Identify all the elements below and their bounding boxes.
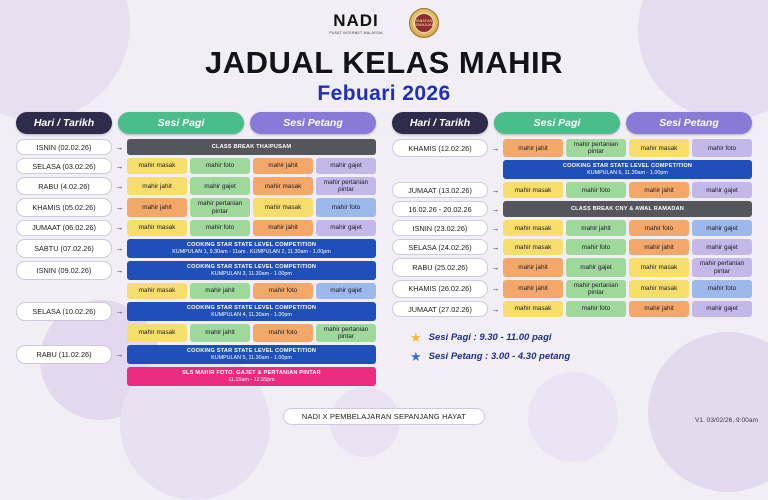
row-date: ISNIN (02.02.26) <box>16 139 112 155</box>
arrow-icon: → <box>115 223 124 233</box>
class-cell: mahir jahit <box>566 220 626 236</box>
event-band-detail: KUMPULAN 1, 9.30am - 11am . KUMPULAN 2, 11.30am - 1.00pm <box>172 248 331 255</box>
class-cell: mahir gajet <box>692 239 752 255</box>
class-cell: mahir foto <box>629 220 689 236</box>
class-cell: mahir foto <box>692 280 752 298</box>
row-date: SELASA (03.02.26) <box>16 158 112 174</box>
table-row <box>16 220 376 236</box>
arrow-icon: → <box>491 143 500 153</box>
arrow-icon: → <box>491 204 500 214</box>
class-cell: mahir masak <box>127 324 187 342</box>
table-row <box>16 198 376 216</box>
schedule-rows-left <box>16 139 376 386</box>
table-row <box>16 158 376 174</box>
row-sessions <box>127 220 376 236</box>
class-cell: mahir gajet <box>692 301 752 317</box>
star-icon: ★ <box>410 349 422 365</box>
event-band-title: COOKING STAR STATE LEVEL COMPETITION <box>186 241 317 248</box>
class-cell: mahir foto <box>190 158 250 174</box>
class-cell: mahir masak <box>127 220 187 236</box>
row-sessions <box>503 201 752 217</box>
class-cell: mahir masak <box>629 139 689 157</box>
table-row <box>392 258 752 276</box>
event-band-title: CLASS BREAK THAIPUSAM <box>211 144 292 150</box>
row-date: SABTU (07.02.26) <box>16 239 112 258</box>
class-cell: mahir jahit <box>503 280 563 298</box>
row-sessions <box>503 139 752 157</box>
event-band <box>503 201 752 217</box>
class-cell: mahir pertanian pintar <box>316 324 376 342</box>
event-band <box>503 160 752 179</box>
class-cell: mahir jahit <box>190 324 250 342</box>
class-cell: mahir gajet <box>692 182 752 198</box>
schedule-rows-right <box>392 139 752 317</box>
table-row <box>16 261 376 280</box>
table-header-row <box>16 112 376 134</box>
row-date: KHAMIS (05.02.26) <box>16 198 112 216</box>
page-title: JADUAL KELAS MAHIR <box>204 45 564 80</box>
row-sessions <box>127 177 376 195</box>
row-sessions <box>127 367 376 386</box>
row-date: RABU (4.02.26) <box>16 177 112 195</box>
row-date: SELASA (24.02.26) <box>392 239 488 255</box>
class-cell: mahir gajet <box>566 258 626 276</box>
class-cell: mahir jahit <box>253 158 313 174</box>
row-sessions <box>503 220 752 236</box>
class-cell: mahir pertanian pintar <box>566 139 626 157</box>
column-header-morning: Sesi Pagi <box>494 112 620 134</box>
nadi-logo <box>329 12 382 35</box>
class-cell: mahir jahit <box>503 139 563 157</box>
class-cell: mahir jahit <box>629 239 689 255</box>
arrow-icon: → <box>491 263 500 273</box>
schedule-column-right <box>392 112 752 389</box>
event-band-title: COOKING STAR STATE LEVEL COMPETITION <box>186 348 317 355</box>
row-sessions <box>503 160 752 179</box>
class-cell: mahir masak <box>127 283 187 299</box>
row-date <box>16 324 112 342</box>
row-date: RABU (11.02.26) <box>16 345 112 364</box>
arrow-icon: → <box>491 185 500 195</box>
row-sessions <box>503 280 752 298</box>
event-band <box>127 345 376 364</box>
arrow-icon: → <box>491 284 500 294</box>
event-band <box>127 239 376 258</box>
class-cell: mahir jahit <box>503 258 563 276</box>
table-row <box>16 283 376 299</box>
class-cell: mahir foto <box>316 198 376 216</box>
arrow-icon: → <box>115 161 124 171</box>
class-cell: mahir foto <box>692 139 752 157</box>
row-sessions <box>127 283 376 299</box>
row-date <box>392 160 488 179</box>
logo-row <box>0 6 768 40</box>
class-cell: mahir foto <box>566 301 626 317</box>
row-sessions <box>127 345 376 364</box>
row-sessions <box>503 258 752 276</box>
row-sessions <box>127 139 376 155</box>
arrow-icon: → <box>115 203 124 213</box>
class-cell: mahir jahit <box>253 220 313 236</box>
table-row <box>16 367 376 386</box>
arrow-icon: → <box>115 181 124 191</box>
row-date: JUMAAT (06.02.26) <box>16 220 112 236</box>
row-sessions <box>127 198 376 216</box>
event-band <box>127 139 376 155</box>
arrow-icon: → <box>115 142 124 152</box>
schedule-column-left <box>16 112 376 389</box>
class-cell: mahir jahit <box>127 198 187 216</box>
table-row <box>392 160 752 179</box>
row-date: ISNIN (23.02.26) <box>392 220 488 236</box>
class-cell: mahir masak <box>503 182 563 198</box>
event-band-title: SLS MAHIR FOTO, GAJET & PERTANIAN PINTAR <box>182 370 321 377</box>
version-stamp: V1. 03/02/26, 9:00am <box>694 417 758 424</box>
row-date: JUMAAT (27.02.26) <box>392 301 488 317</box>
class-cell: mahir foto <box>566 239 626 255</box>
row-date <box>16 367 112 386</box>
table-row <box>16 345 376 364</box>
event-band-detail: KUMPULAN 4, 11.30am - 1.00pm <box>211 311 292 318</box>
row-date: RABU (25.02.26) <box>392 258 488 276</box>
arrow-icon: → <box>491 242 500 252</box>
legend-item <box>410 350 752 363</box>
event-band-detail: KUMPULAN 5, 11.30am - 1.00pm <box>211 355 292 362</box>
table-header-row <box>392 112 752 134</box>
table-row <box>16 324 376 342</box>
table-row <box>16 177 376 195</box>
arrow-icon: → <box>115 243 124 253</box>
event-band <box>127 302 376 321</box>
legend-label: Sesi Petang : 3.00 - 4.30 petang <box>428 351 571 363</box>
row-sessions <box>127 324 376 342</box>
arrow-icon: → <box>115 350 124 360</box>
class-cell: mahir gajet <box>190 177 250 195</box>
event-band <box>127 367 376 386</box>
class-cell: mahir gajet <box>316 158 376 174</box>
page-subtitle: Febuari 2026 <box>317 82 451 105</box>
arrow-icon: → <box>491 223 500 233</box>
row-date: ISNIN (09.02.26) <box>16 261 112 280</box>
class-cell: mahir foto <box>566 182 626 198</box>
class-cell: mahir masak <box>253 177 313 195</box>
event-band-detail: KUMPULAN 6, 11.30am - 1.00pm <box>587 170 668 177</box>
class-cell: mahir gajet <box>316 220 376 236</box>
schedule-columns <box>0 106 768 389</box>
class-cell: mahir masak <box>127 158 187 174</box>
row-date: KHAMIS (12.02.26) <box>392 139 488 157</box>
column-header-evening: Sesi Petang <box>626 112 752 134</box>
table-row <box>392 301 752 317</box>
row-sessions <box>503 182 752 198</box>
row-date: 16.02.26 - 20.02.26 <box>392 201 488 217</box>
nadi-tagline: PUSAT INTERNET MALAYSIA <box>329 30 383 35</box>
footer <box>0 406 768 425</box>
event-band-detail: KUMPULAN 3, 11.30am - 1.00pm <box>211 270 292 277</box>
star-icon: ★ <box>410 330 422 346</box>
column-header-morning: Sesi Pagi <box>118 112 244 134</box>
event-band-title: CLASS BREAK CNY & AWAL RAMADAN <box>570 206 685 213</box>
class-cell: mahir gajet <box>316 283 376 299</box>
table-row <box>16 139 376 155</box>
event-band-title: COOKING STAR STATE LEVEL COMPETITION <box>186 304 317 311</box>
arrow-icon: → <box>491 304 500 314</box>
event-band-detail: 11.15am - 12.55pm <box>228 377 275 384</box>
row-sessions <box>127 158 376 174</box>
class-cell: mahir pertanian pintar <box>566 280 626 298</box>
column-header-date: Hari / Tarikh <box>16 112 112 134</box>
column-header-evening: Sesi Petang <box>250 112 376 134</box>
class-cell: mahir masak <box>253 198 313 216</box>
event-band-title: COOKING STAR STATE LEVEL COMPETITION <box>186 263 317 270</box>
footer-tagline: NADI X PEMBELAJARAN SEPANJANG HAYAT <box>283 408 485 425</box>
class-cell: mahir pertanian pintar <box>316 177 376 195</box>
table-row <box>392 139 752 157</box>
table-row <box>392 201 752 217</box>
legend-item <box>410 331 752 344</box>
nadi-wordmark: NADI <box>333 10 379 30</box>
row-sessions <box>503 301 752 317</box>
class-cell: mahir masak <box>629 258 689 276</box>
table-row <box>392 239 752 255</box>
class-cell: mahir masak <box>503 220 563 236</box>
row-date: KHAMIS (26.02.26) <box>392 280 488 298</box>
row-sessions <box>127 239 376 258</box>
event-band <box>127 261 376 280</box>
class-cell: mahir jahit <box>127 177 187 195</box>
legend-label: Sesi Pagi : 9.30 - 11.00 pagi <box>428 332 552 344</box>
event-band-title: COOKING STAR STATE LEVEL COMPETITION <box>562 163 693 170</box>
class-cell: mahir pertanian pintar <box>692 258 752 276</box>
class-cell: mahir pertanian pintar <box>190 198 250 216</box>
table-row <box>16 302 376 321</box>
class-cell: mahir gajet <box>692 220 752 236</box>
row-date: SELASA (10.02.26) <box>16 302 112 321</box>
legend <box>392 331 752 363</box>
government-seal-icon <box>409 8 439 38</box>
row-date: JUMAAT (13.02.26) <box>392 182 488 198</box>
column-header-date: Hari / Tarikh <box>392 112 488 134</box>
table-row <box>392 280 752 298</box>
table-row <box>392 182 752 198</box>
class-cell: mahir jahit <box>190 283 250 299</box>
arrow-icon: → <box>115 265 124 275</box>
class-cell: mahir masak <box>503 301 563 317</box>
class-cell: mahir jahit <box>629 182 689 198</box>
class-cell: mahir masak <box>629 280 689 298</box>
class-cell: mahir foto <box>190 220 250 236</box>
class-cell: mahir masak <box>503 239 563 255</box>
poster-header <box>0 0 768 106</box>
row-sessions <box>503 239 752 255</box>
table-row <box>392 220 752 236</box>
row-sessions <box>127 302 376 321</box>
class-cell: mahir foto <box>253 283 313 299</box>
row-sessions <box>127 261 376 280</box>
arrow-icon: → <box>115 306 124 316</box>
row-date <box>16 283 112 299</box>
class-cell: mahir jahit <box>629 301 689 317</box>
seal-inner-text: JABATAN KEMAJUAN <box>414 13 434 33</box>
table-row <box>16 239 376 258</box>
class-cell: mahir foto <box>253 324 313 342</box>
